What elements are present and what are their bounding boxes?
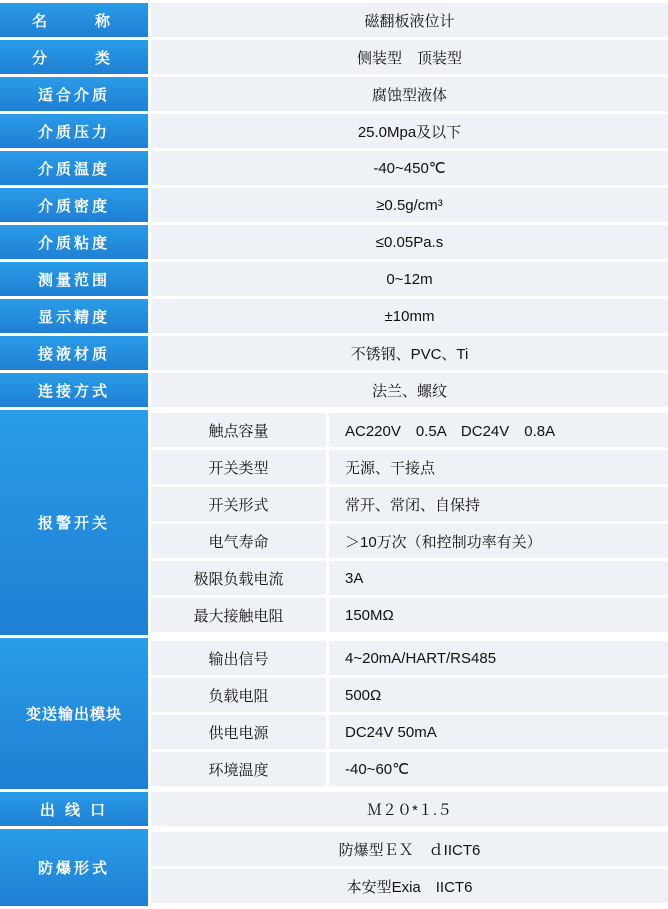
row-label-category: 分 类 — [0, 40, 151, 74]
sub-value-load-resistance: 500Ω — [329, 678, 668, 712]
row-label-connection: 连接方式 — [0, 373, 151, 407]
row-label-viscosity: 介质粘度 — [0, 225, 151, 259]
sub-row — [151, 524, 668, 558]
row-value-density: ≥0.5g/cm³ — [151, 188, 668, 222]
row-value-range: 0~12m — [151, 262, 668, 296]
table-row-group-alarm-switch — [0, 410, 668, 635]
row-label-pressure: 介质压力 — [0, 114, 151, 148]
table-row — [0, 3, 668, 37]
row-label-range: 测量范围 — [0, 262, 151, 296]
sub-value-output-signal: 4~20mA/HART/RS485 — [329, 641, 668, 675]
sub-key-power-supply: 供电电源 — [151, 715, 329, 749]
sub-value-intrinsic-safety: 本安型Exia IICT6 — [151, 869, 668, 903]
table-row — [0, 77, 668, 111]
row-value-wetted-material: 不锈钢、PVC、Ti — [151, 336, 668, 370]
table-row — [0, 299, 668, 333]
sub-value-ambient-temperature: -40~60℃ — [329, 752, 668, 786]
alarm-switch-subtable — [151, 410, 668, 635]
table-row — [0, 336, 668, 370]
table-row — [0, 188, 668, 222]
row-label-explosion-proof: 防爆形式 — [0, 829, 151, 906]
row-label-outlet: 出 线 口 — [0, 792, 151, 826]
sub-key-electrical-life: 电气寿命 — [151, 524, 329, 558]
row-label-alarm-switch: 报警开关 — [0, 410, 151, 635]
sub-key-switch-type: 开关类型 — [151, 450, 329, 484]
table-body — [0, 3, 668, 906]
row-label-accuracy: 显示精度 — [0, 299, 151, 333]
row-value-connection: 法兰、螺纹 — [151, 373, 668, 407]
table-row-group-transmitter-module — [0, 638, 668, 789]
sub-row — [151, 413, 668, 447]
explosion-proof-subtable — [151, 829, 668, 906]
row-value-pressure: 25.0Mpa及以下 — [151, 114, 668, 148]
row-value-name: 磁翻板液位计 — [151, 3, 668, 37]
row-label-name: 名 称 — [0, 3, 151, 37]
sub-value-electrical-life: ＞10万次（和控制功率有关） — [329, 524, 668, 558]
sub-row — [151, 487, 668, 521]
sub-row — [151, 678, 668, 712]
row-label-medium: 适合介质 — [0, 77, 151, 111]
sub-value-limit-load-current: 3A — [329, 561, 668, 595]
transmitter-module-subtable — [151, 638, 668, 789]
table-row — [0, 151, 668, 185]
alarm-switch-subtable-cell — [151, 410, 668, 635]
sub-row — [151, 752, 668, 786]
sub-value-contact-capacity: AC220V 0.5A DC24V 0.8A — [329, 413, 668, 447]
sub-row — [151, 869, 668, 903]
sub-key-output-signal: 输出信号 — [151, 641, 329, 675]
sub-row — [151, 641, 668, 675]
sub-value-power-supply: DC24V 50mA — [329, 715, 668, 749]
row-value-viscosity: ≤0.05Pa.s — [151, 225, 668, 259]
row-label-transmitter-module: 变送输出模块 — [0, 638, 151, 789]
sub-key-load-resistance: 负载电阻 — [151, 678, 329, 712]
row-value-medium: 腐蚀型液体 — [151, 77, 668, 111]
sub-value-explosion-proof-ex: 防爆型ＥＸ ｄIICT6 — [151, 832, 668, 866]
table-row — [0, 40, 668, 74]
sub-key-ambient-temperature: 环境温度 — [151, 752, 329, 786]
sub-value-max-contact-resistance: 150MΩ — [329, 598, 668, 632]
sub-value-switch-type: 无源、干接点 — [329, 450, 668, 484]
row-label-wetted-material: 接液材质 — [0, 336, 151, 370]
sub-key-max-contact-resistance: 最大接触电阻 — [151, 598, 329, 632]
row-value-accuracy: ±10mm — [151, 299, 668, 333]
row-label-temperature: 介质温度 — [0, 151, 151, 185]
table-row — [0, 262, 668, 296]
sub-row — [151, 561, 668, 595]
table-row — [0, 792, 668, 826]
sub-row — [151, 832, 668, 866]
row-label-density: 介质密度 — [0, 188, 151, 222]
sub-row — [151, 598, 668, 632]
table-row — [0, 114, 668, 148]
table-row — [0, 225, 668, 259]
sub-key-limit-load-current: 极限负载电流 — [151, 561, 329, 595]
sub-key-switch-form: 开关形式 — [151, 487, 329, 521]
sub-value-switch-form: 常开、常闭、自保持 — [329, 487, 668, 521]
row-value-outlet: Ｍ２０*１.５ — [151, 792, 668, 826]
explosion-proof-subtable-cell — [151, 829, 668, 906]
row-value-category: 侧装型 顶装型 — [151, 40, 668, 74]
row-value-temperature: -40~450℃ — [151, 151, 668, 185]
sub-key-contact-capacity: 触点容量 — [151, 413, 329, 447]
table-row-group-explosion-proof — [0, 829, 668, 906]
transmitter-module-subtable-cell — [151, 638, 668, 789]
table-row — [0, 373, 668, 407]
sub-row — [151, 715, 668, 749]
sub-row — [151, 450, 668, 484]
